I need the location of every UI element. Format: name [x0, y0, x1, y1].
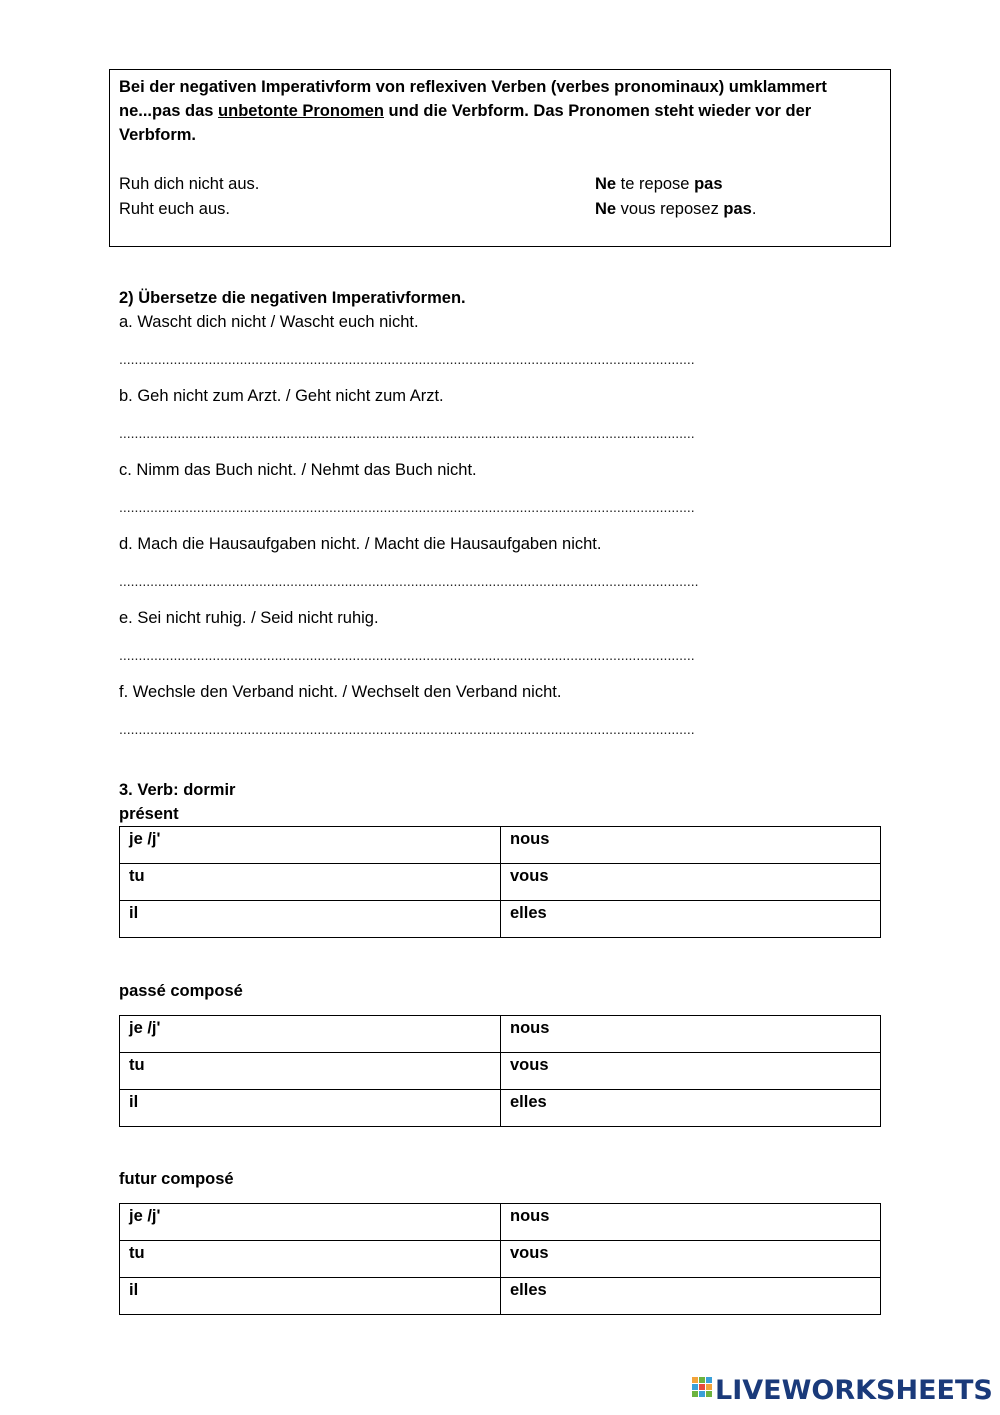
- table-cell[interactable]: elles: [501, 1278, 881, 1315]
- table-cell[interactable]: elles: [501, 901, 881, 938]
- answer-line[interactable]: ....................................................................................................................................................: [119, 425, 695, 441]
- tense-title: présent: [119, 805, 179, 823]
- answer-line[interactable]: ....................................................................................................................................................: [119, 721, 695, 737]
- table-cell[interactable]: je /j': [120, 1016, 501, 1053]
- exercise-prompt: a. Wascht dich nicht / Wascht euch nicht.: [119, 313, 419, 331]
- table-cell[interactable]: je /j': [120, 1204, 501, 1241]
- translation-exercise: [119, 286, 889, 754]
- table-cell[interactable]: vous: [501, 1053, 881, 1090]
- table-cell[interactable]: je /j': [120, 827, 501, 864]
- grammar-rule-text: Bei der negativen Imperativform von reflexiven Verben (verbes pronominaux) umklammert ne...pas das unbetonte Pronomen und die Verbform. Das Pronomen steht wieder vor der Verbform.: [119, 78, 827, 144]
- conjugation-exercise: [119, 778, 881, 1299]
- exercise-item: [119, 680, 889, 754]
- exercise-prompt: e. Sei nicht ruhig. / Seid nicht ruhig.: [119, 609, 379, 627]
- underlined-term: unbetonte Pronomen: [218, 102, 384, 120]
- liveworksheets-logo[interactable]: [692, 1373, 993, 1407]
- conjugation-table: [119, 1203, 881, 1315]
- liveworksheets-logo-icon: [692, 1377, 712, 1403]
- table-cell[interactable]: elles: [501, 1090, 881, 1127]
- table-row: [120, 901, 881, 938]
- tense-title: passé composé: [119, 982, 243, 1000]
- grammar-info-box: [109, 69, 891, 247]
- table-cell[interactable]: tu: [120, 1053, 501, 1090]
- section-title: 3. Verb: dormir: [119, 781, 236, 799]
- table-cell[interactable]: il: [120, 901, 501, 938]
- conjugation-table: [119, 826, 881, 938]
- table-row: [120, 1090, 881, 1127]
- table-cell[interactable]: tu: [120, 1241, 501, 1278]
- table-cell[interactable]: vous: [501, 864, 881, 901]
- table-cell[interactable]: tu: [120, 864, 501, 901]
- exercise-item: [119, 532, 889, 606]
- table-row: [120, 1278, 881, 1315]
- exercise-item: [119, 384, 889, 458]
- table-cell[interactable]: nous: [501, 827, 881, 864]
- table-cell[interactable]: vous: [501, 1241, 881, 1278]
- exercise-item: [119, 606, 889, 680]
- table-row: [120, 1204, 881, 1241]
- tense-title: futur composé: [119, 1170, 234, 1188]
- section-title: 2) Übersetze die negativen Imperativformen.: [119, 289, 466, 307]
- examples-list: [119, 172, 879, 222]
- exercise-prompt: c. Nimm das Buch nicht. / Nehmt das Buch nicht.: [119, 461, 477, 479]
- table-cell[interactable]: il: [120, 1278, 501, 1315]
- logo-text: LIVEWORKSHEETS: [715, 1374, 993, 1406]
- exercise-item: [119, 458, 889, 532]
- exercise-prompt: b. Geh nicht zum Arzt. / Geht nicht zum Arzt.: [119, 387, 444, 405]
- example-row: [119, 172, 879, 197]
- answer-line[interactable]: ....................................................................................................................................................: [119, 499, 695, 515]
- example-french: Ne vous reposez pas.: [595, 200, 757, 218]
- example-german: Ruh dich nicht aus.: [119, 175, 260, 193]
- table-row: [120, 864, 881, 901]
- exercise-prompt: d. Mach die Hausaufgaben nicht. / Macht die Hausaufgaben nicht.: [119, 535, 602, 553]
- exercise-item: [119, 310, 889, 384]
- tense-block-futur-compose: [119, 1167, 881, 1315]
- answer-line[interactable]: ....................................................................................................................................................: [119, 351, 695, 367]
- table-row: [120, 1053, 881, 1090]
- example-row: [119, 197, 879, 222]
- exercise-prompt: f. Wechsle den Verband nicht. / Wechselt den Verband nicht.: [119, 683, 562, 701]
- tense-block-passe-compose: [119, 979, 881, 1127]
- example-french: Ne te repose pas: [595, 175, 723, 193]
- table-row: [120, 827, 881, 864]
- table-row: [120, 1241, 881, 1278]
- conjugation-table: [119, 1015, 881, 1127]
- tense-block-present: [119, 802, 881, 938]
- answer-line[interactable]: .....................................................................................................................................................: [119, 573, 699, 589]
- table-cell[interactable]: nous: [501, 1204, 881, 1241]
- table-cell[interactable]: nous: [501, 1016, 881, 1053]
- answer-line[interactable]: ....................................................................................................................................................: [119, 647, 695, 663]
- example-german: Ruht euch aus.: [119, 200, 230, 218]
- table-row: [120, 1016, 881, 1053]
- table-cell[interactable]: il: [120, 1090, 501, 1127]
